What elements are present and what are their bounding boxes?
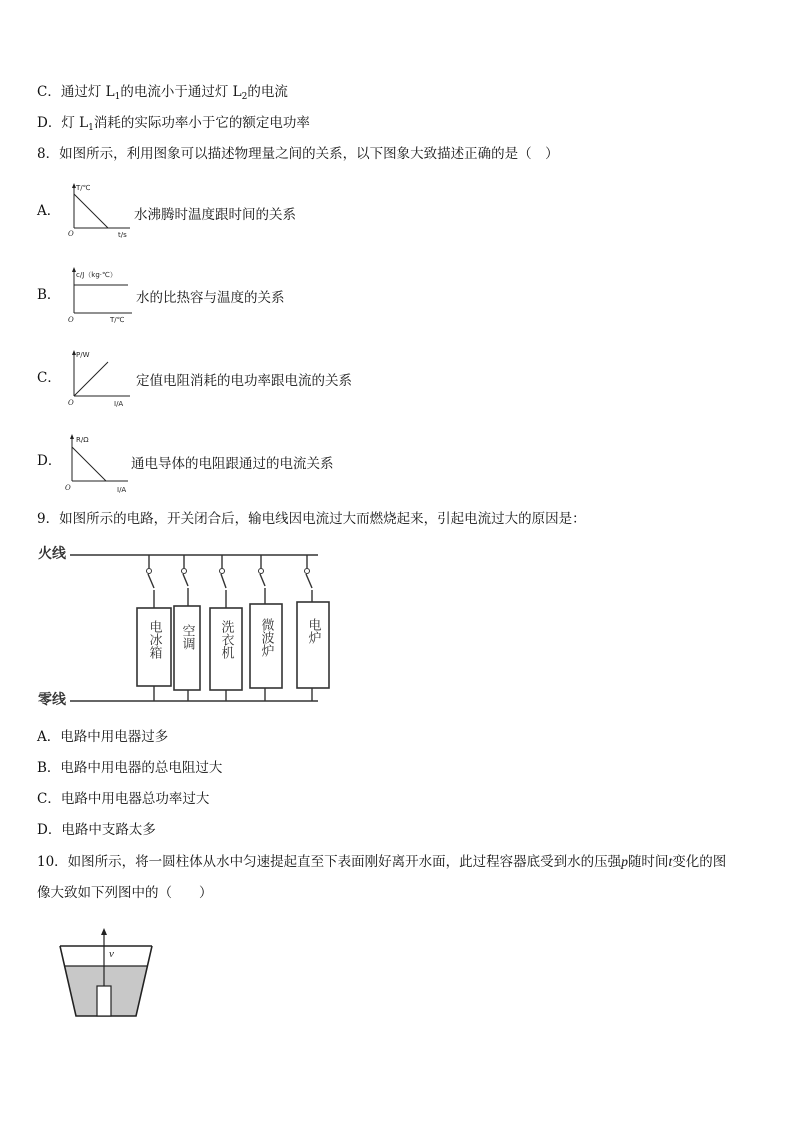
q9-option-b bbox=[37, 759, 222, 777]
q9-circuit-diagram bbox=[36, 538, 336, 718]
x-axis-label: t/s bbox=[118, 231, 127, 239]
branch-4 bbox=[250, 555, 282, 701]
subscript: 2 bbox=[241, 92, 248, 102]
origin-label: O bbox=[68, 230, 74, 238]
q8-stem: 8．如图所示，利用图象可以描述物理量之间的关系，以下图象大致描述正确的是（ ） bbox=[37, 146, 559, 162]
option-letter: C． bbox=[37, 84, 61, 100]
q8-option-a-text: 水沸腾时温度跟时间的关系 bbox=[134, 207, 296, 223]
branch-5 bbox=[297, 555, 329, 701]
q9-stem: 9．如图所示的电路，开关闭合后，输电线因电流过大而燃烧起来，引起电流过大的原因是： bbox=[37, 511, 586, 527]
q9-option-c bbox=[37, 790, 209, 808]
q8-option-d-text: 通电导体的电阻跟通过的电流关系 bbox=[131, 456, 334, 472]
q8-option-c-letter: C． bbox=[37, 370, 61, 386]
option-letter: A． bbox=[37, 729, 61, 745]
y-axis-label: c/J（kg·℃） bbox=[76, 271, 117, 279]
origin-label: O bbox=[65, 484, 71, 492]
appliance-label: 电炉 bbox=[305, 618, 321, 644]
q10-container-diagram bbox=[52, 928, 162, 1023]
subscript: 1 bbox=[88, 123, 94, 133]
velocity-label: v bbox=[109, 948, 114, 960]
q8-graph-b bbox=[64, 266, 144, 324]
q7-option-c bbox=[37, 83, 288, 106]
q9-option-a bbox=[37, 728, 168, 746]
origin-label: O bbox=[68, 316, 74, 324]
branch-3 bbox=[210, 555, 242, 701]
option-text: 电路中支路太多 bbox=[61, 822, 156, 838]
option-text-part: 的电流 bbox=[247, 84, 288, 100]
option-letter: B． bbox=[37, 760, 61, 776]
q9-option-d bbox=[37, 821, 156, 839]
option-text: 电路中用电器的总电阻过大 bbox=[60, 760, 223, 776]
q8-option-b-letter: B． bbox=[37, 287, 61, 303]
y-axis-label: T/℃ bbox=[76, 184, 91, 192]
q8-graph-a bbox=[64, 182, 134, 238]
q7-option-d bbox=[37, 114, 310, 137]
option-text-part: 消耗的实际功率小于它的额定电功率 bbox=[93, 115, 310, 131]
stem-text-part: 10．如图所示，将一圆柱体从水中匀速提起直至下表面刚好离开水面，此过程容器底受到水的压强 bbox=[37, 854, 622, 870]
appliance-label: 电冰箱 bbox=[146, 620, 162, 659]
stem-text-part: 变化的图 bbox=[672, 854, 727, 870]
appliance-label: 洗衣机 bbox=[218, 620, 234, 659]
q8-graph-d bbox=[62, 433, 134, 493]
q8-option-c-text: 定值电阻消耗的电功率跟电流的关系 bbox=[136, 373, 352, 389]
x-axis-label: I/A bbox=[117, 486, 127, 494]
q10-stem-line1 bbox=[37, 853, 726, 871]
subscript: 1 bbox=[114, 92, 121, 102]
option-letter: D． bbox=[37, 115, 62, 131]
branch-2 bbox=[174, 555, 200, 701]
stem-text-part: 随时间 bbox=[627, 854, 669, 870]
option-letter: D． bbox=[37, 822, 62, 838]
time-variable: t bbox=[668, 854, 673, 869]
q10-stem-line2: 像大致如下列图中的（ ） bbox=[37, 885, 213, 901]
y-axis-label: P/W bbox=[76, 351, 90, 359]
q8-option-a-letter: A． bbox=[37, 203, 61, 219]
q8-option-d-letter: D． bbox=[37, 453, 62, 469]
appliance-label: 微波炉 bbox=[258, 618, 274, 657]
branch-1 bbox=[137, 555, 171, 701]
option-text-part: 灯 L bbox=[61, 115, 89, 131]
option-text-part: 通过灯 L bbox=[60, 84, 115, 100]
q8-option-b-text: 水的比热容与温度的关系 bbox=[136, 290, 285, 306]
option-text: 电路中用电器总功率过大 bbox=[60, 791, 210, 807]
x-axis-label: I/A bbox=[114, 400, 124, 408]
y-axis-label: R/Ω bbox=[76, 436, 89, 444]
live-wire-label: 火线 bbox=[38, 546, 66, 562]
neutral-wire-label: 零线 bbox=[38, 692, 66, 708]
origin-label: O bbox=[68, 399, 74, 407]
option-letter: C． bbox=[37, 791, 61, 807]
option-text-part: 的电流小于通过灯 L bbox=[120, 84, 242, 100]
q8-graph-c bbox=[64, 349, 134, 407]
x-axis-label: T/℃ bbox=[110, 316, 125, 324]
appliance-label: 空调 bbox=[179, 624, 195, 650]
option-text: 电路中用电器过多 bbox=[60, 729, 169, 745]
pressure-variable: p bbox=[621, 854, 628, 869]
